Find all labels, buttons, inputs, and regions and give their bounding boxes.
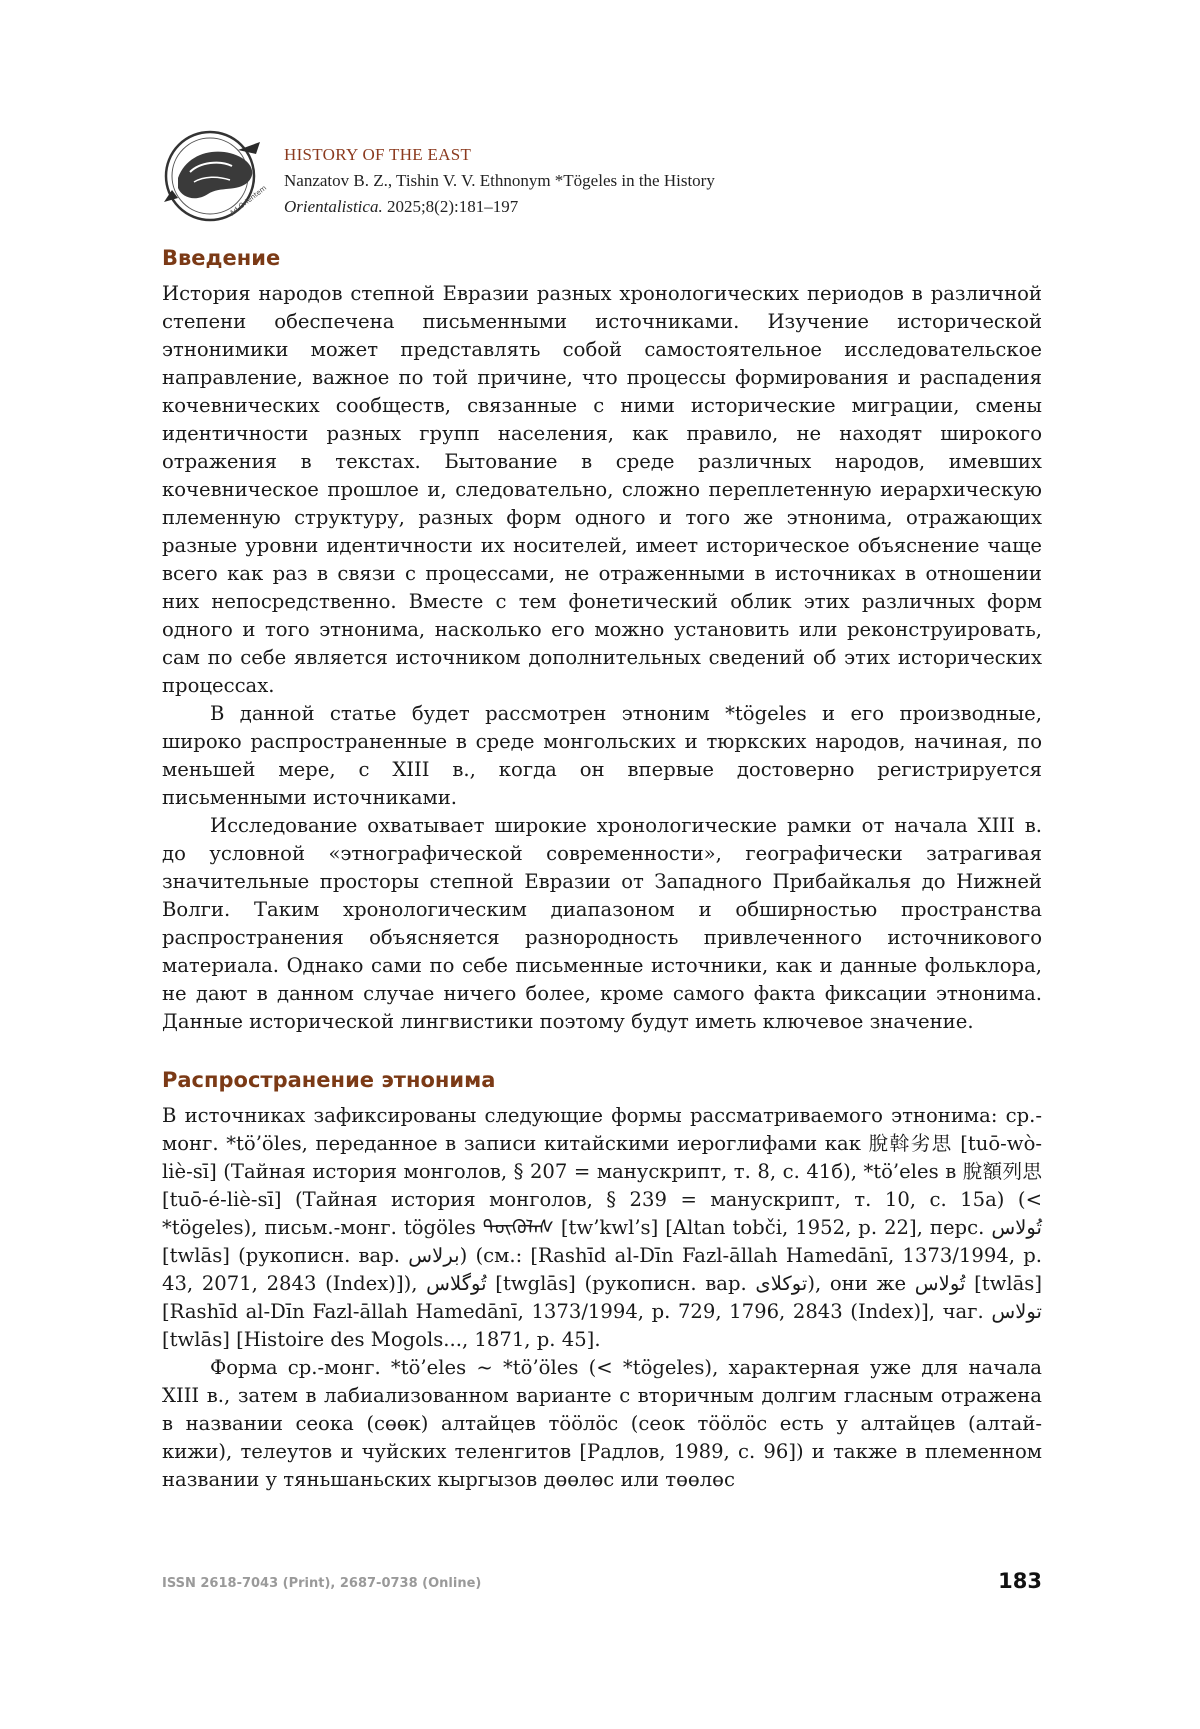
page-number: 183 — [998, 1569, 1042, 1593]
logo-text: Ad Orientem — [228, 184, 268, 218]
journal-name: Orientalistica. — [284, 197, 383, 216]
paragraph: Исследование охватывает широкие хронологические рамки от начала XIII в. до условной «этнографической современности», географически затрагивая значительные просторы степной Евразии от Западного Прибайкалья до Нижней Волги. Таким хронологическим диапазоном и обширностью пространства распространения объясняется разнородность привлеченного источникового материала. Однако сами по себе письменные источники, как и данные фольклора, не дают в данном случае ничего более, кроме самого факта фиксации этнонима. Данные исторической лингвистики поэтому будут иметь ключевое значение. — [162, 814, 1042, 1033]
header-text — [284, 142, 715, 220]
page-header — [160, 128, 1060, 224]
section-heading-introduction: Введение — [162, 246, 281, 270]
section-heading-distribution: Распространение этнонима — [162, 1068, 496, 1092]
footer-issn: ISSN 2618-7043 (Print), 2687-0738 (Online) — [162, 1576, 482, 1591]
paragraph: В источниках зафиксированы следующие формы рассматриваемого этнонима: ср.-монг. *tö’öles, переданное в записи китайскими иероглифами как 脫斡劣思 [tuō-wò-liè-sī] (Тайная история монголов, § 207 = манускрипт, т. 8, с. 41б), *tö’eles в 脫額列思 [tuō-é-liè-sī] (Тайная история монголов, § 239 = манускрипт, т. 10, с. 15а) (< *tögeles), письм.-монг. tögöles ᠲᠥᠭᠥᠯᠡᠰ [tw’kwl’s] [Altan tobči, 1952, p. 22], перс. تُولاس [twlās] (рукописн. вар. برلاس) (см.: [Rashīd al-Dīn Fazl-āllah Hamedānī, 1373/1994, p. 43, 2071, 2843 (Index)]), تُوگلاس [twglās] (рукописн. вар. توكلاى), они же تُولاس [twlās] [Rashīd al-Dīn Fazl-āllah Hamedānī, 1373/1994, p. 729, 1796, 2843 (Index)], чаг. تولاس [twlās] [Histoire des Mogols..., 1871, p. 45]. — [162, 1104, 1043, 1351]
article-title-line: Nanzatov B. Z., Tishin V. V. Ethnonym *Tögeles in the History — [284, 171, 715, 190]
paragraph: В данной статье будет рассмотрен этноним *tögeles и его производные, широко распространенные в среде монгольских и тюркских народов, начиная, по меньшей мере, с XIII в., когда он впервые достоверно регистрируется письменными источниками. — [162, 702, 1042, 809]
journal-issue: 2025;8(2):181–197 — [386, 197, 519, 216]
article-body — [162, 244, 1042, 1494]
journal-citation — [284, 194, 715, 220]
journal-logo-icon — [160, 128, 268, 224]
paragraph: Форма ср.-монг. *tö’eles ~ *tö’öles (< *tögeles), характерная уже для начала XIII в., затем в лабиализованном варианте с вторичным долгим гласным отражена в названии сеока (сөөк) алтайцев тӧӧлӧс (сеок тӧӧлӧс есть у алтайцев (алтай-кижи), телеутов и чуйских теленгитов [Радлов, 1989, с. 96]) и также в племенном названии у тяньшаньских кыргызов дөөлөс или төөлөс — [162, 1356, 1042, 1491]
journal-section-title: HISTORY OF THE EAST — [284, 145, 472, 164]
paragraph: История народов степной Евразии разных хронологических периодов в различной степени обеспечена письменными источниками. Изучение исторической этнонимики может представлять собой самостоятельное исследовательское направление, важное по той причине, что процессы формирования и распадения кочевнических сообществ, связанные с ними исторические миграции, смены идентичности разных групп населения, как правило, не находят широкого отражения в текстах. Бытование в среде различных народов, имевших кочевническое прошлое и, следовательно, сложно переплетенную иерархическую племенную структуру, разных форм одного и того же этнонима, отражающих разные уровни идентичности их носителей, имеет историческое объяснение чаще всего как раз в связи с процессами, не отраженными в источниках в отношении них непосредственно. Вместе с тем фонетический облик этих различных форм одного и того этнонима, насколько его можно установить или реконструировать, сам по себе является источником дополнительных сведений об этих исторических процессах. — [162, 282, 1042, 697]
